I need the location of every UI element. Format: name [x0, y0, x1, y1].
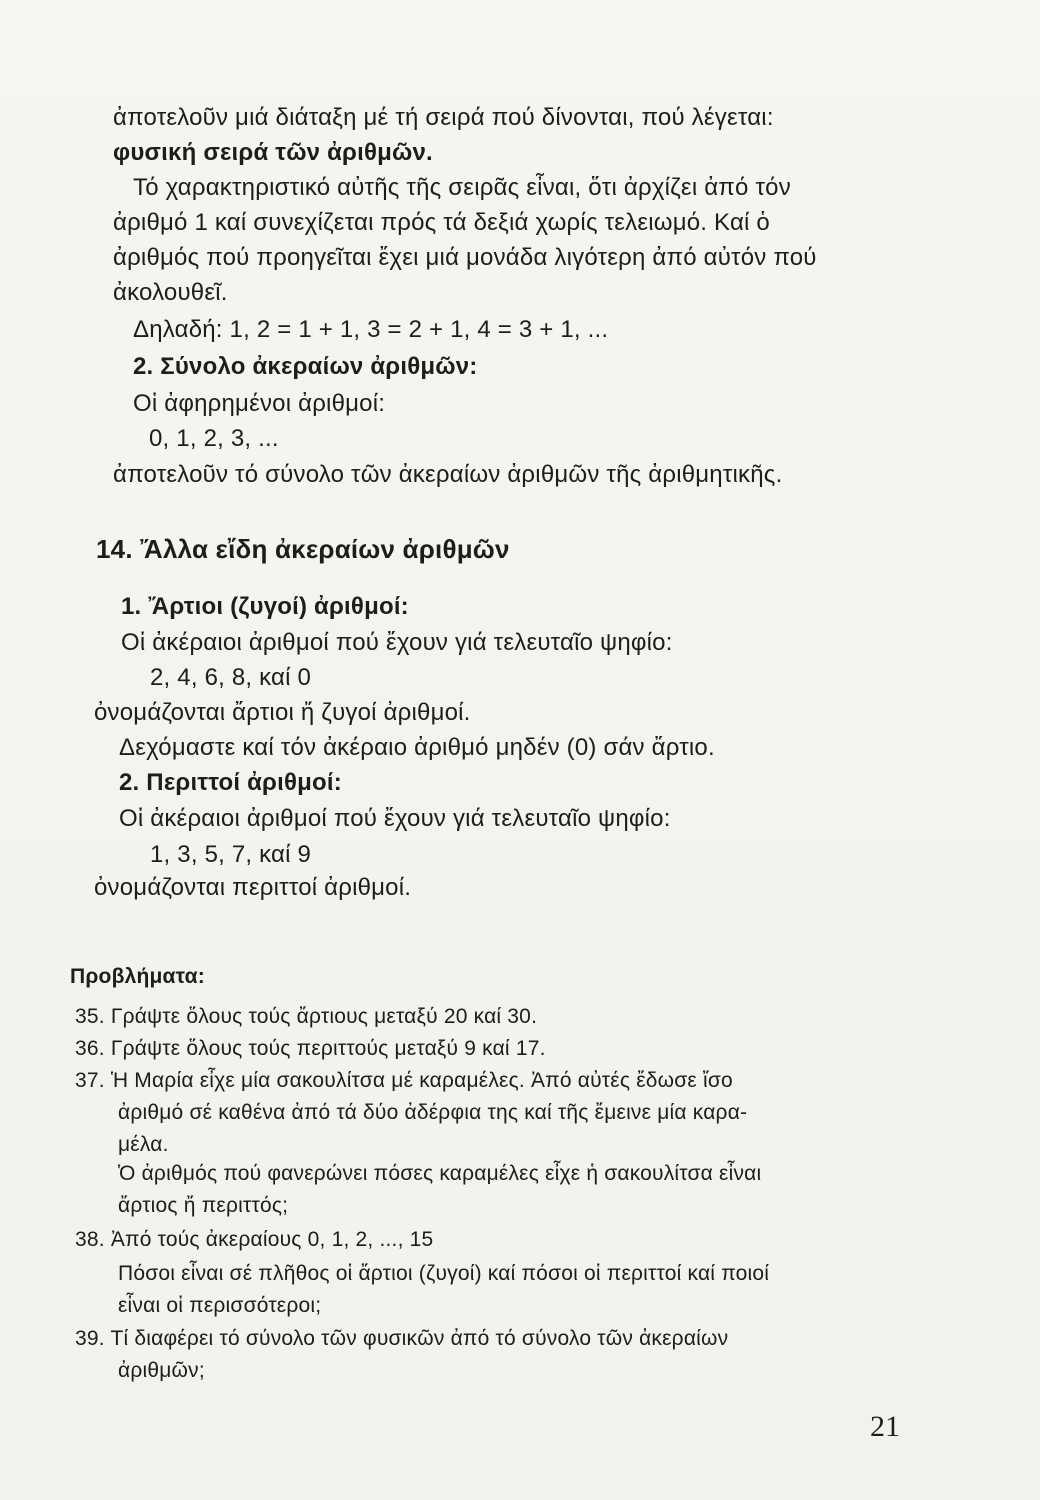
problem-39-line-2: ἀριθμῶν;: [118, 1359, 205, 1382]
even-line-3: Δεχόμαστε καί τόν ἀκέραιο ἀριθμό μηδέν (0) σάν ἄρτιο.: [119, 734, 715, 761]
natural-order-term: φυσική σειρά τῶν ἀριθμῶν.: [113, 139, 433, 166]
problem-38-line-3: εἶναι οἱ περισσότεροι;: [118, 1294, 322, 1317]
even-heading: 1. Ἄρτιοι (ζυγοί) ἀριθμοί:: [121, 593, 409, 620]
odd-line-1: Οἱ ἀκέραιοι ἀριθμοί πού ἔχουν γιά τελευταῖο ψηφίο:: [119, 805, 671, 832]
even-line-2: ὀνομάζονται ἄρτιοι ἤ ζυγοί ἀριθμοί.: [94, 699, 471, 726]
intro-example: Δηλαδή: 1, 2 = 1 + 1, 3 = 2 + 1, 4 = 3 + 1, ...: [133, 316, 609, 343]
integers-line-1: Οἱ ἀφηρημένοι ἀριθμοί:: [133, 390, 386, 417]
intro-line-1: ἀποτελοῦν μιά διάταξη μέ τή σειρά πού δίνονται, πού λέγεται:: [113, 104, 774, 131]
even-digits: 2, 4, 6, 8, καί 0: [150, 664, 312, 691]
problems-heading: Προβλήματα:: [70, 965, 205, 988]
problem-39-line-1: 39. Τί διαφέρει τό σύνολο τῶν φυσικῶν ἀπό τό σύνολο τῶν ἀκεραίων: [75, 1327, 729, 1350]
even-line-1: Οἱ ἀκέραιοι ἀριθμοί πού ἔχουν γιά τελευταῖο ψηφίο:: [121, 629, 673, 656]
problem-36: 36. Γράψτε ὅλους τούς περιττούς μεταξύ 9 καί 17.: [75, 1037, 546, 1060]
intro-line-3: Τό χαρακτηριστικό αὐτῆς τῆς σειρᾶς εἶναι, ὅτι ἀρχίζει ἀπό τόν: [133, 174, 791, 201]
integers-line-3: ἀποτελοῦν τό σύνολο τῶν ἀκεραίων ἀριθμῶν τῆς ἀριθμητικῆς.: [113, 461, 783, 488]
odd-heading: 2. Περιττοί ἀριθμοί:: [119, 769, 342, 796]
problem-37-line-1: 37. Ἡ Μαρία εἶχε μία σακουλίτσα μέ καραμέλες. Ἀπό αὐτές ἔδωσε ἴσο: [75, 1069, 733, 1092]
odd-line-2: ὀνομάζονται περιττοί ἀριθμοί.: [94, 874, 412, 901]
problem-38-line-2: Πόσοι εἶναι σέ πλῆθος οἱ ἄρτιοι (ζυγοί) καί πόσοι οἱ περιττοί καί ποιοί: [118, 1262, 770, 1285]
integers-heading: 2. Σύνολο ἀκεραίων ἀριθμῶν:: [133, 353, 478, 380]
problem-38-line-1: 38. Ἀπό τούς ἀκεραίους 0, 1, 2, ..., 15: [75, 1228, 434, 1251]
section-14-title: 14. Ἄλλα εἴδη ἀκεραίων ἀριθμῶν: [96, 534, 510, 564]
problem-37-line-3: μέλα.: [118, 1133, 169, 1156]
problem-37-line-2: ἀριθμό σέ καθένα ἀπό τά δύο ἀδέρφια της καί τῆς ἔμεινε μία καρα-: [118, 1101, 748, 1124]
problem-35: 35. Γράψτε ὅλους τούς ἄρτιους μεταξύ 20 καί 30.: [75, 1005, 538, 1028]
intro-line-5: ἀριθμός πού προηγεῖται ἔχει μιά μονάδα λιγότερη ἀπό αὐτόν πού: [113, 244, 817, 271]
odd-digits: 1, 3, 5, 7, καί 9: [150, 841, 312, 868]
page-number: 21: [870, 1410, 900, 1443]
intro-line-6: ἀκολουθεῖ.: [113, 279, 228, 306]
problem-37-line-5: ἄρτιος ἤ περιττός;: [118, 1194, 289, 1217]
problem-37-line-4: Ὁ ἀριθμός πού φανερώνει πόσες καραμέλες εἶχε ἡ σακουλίτσα εἶναι: [118, 1162, 762, 1185]
intro-line-4: ἀριθμό 1 καί συνεχίζεται πρός τά δεξιά χωρίς τελειωμό. Καί ὁ: [113, 209, 770, 236]
integers-sequence: 0, 1, 2, 3, ...: [149, 425, 279, 452]
